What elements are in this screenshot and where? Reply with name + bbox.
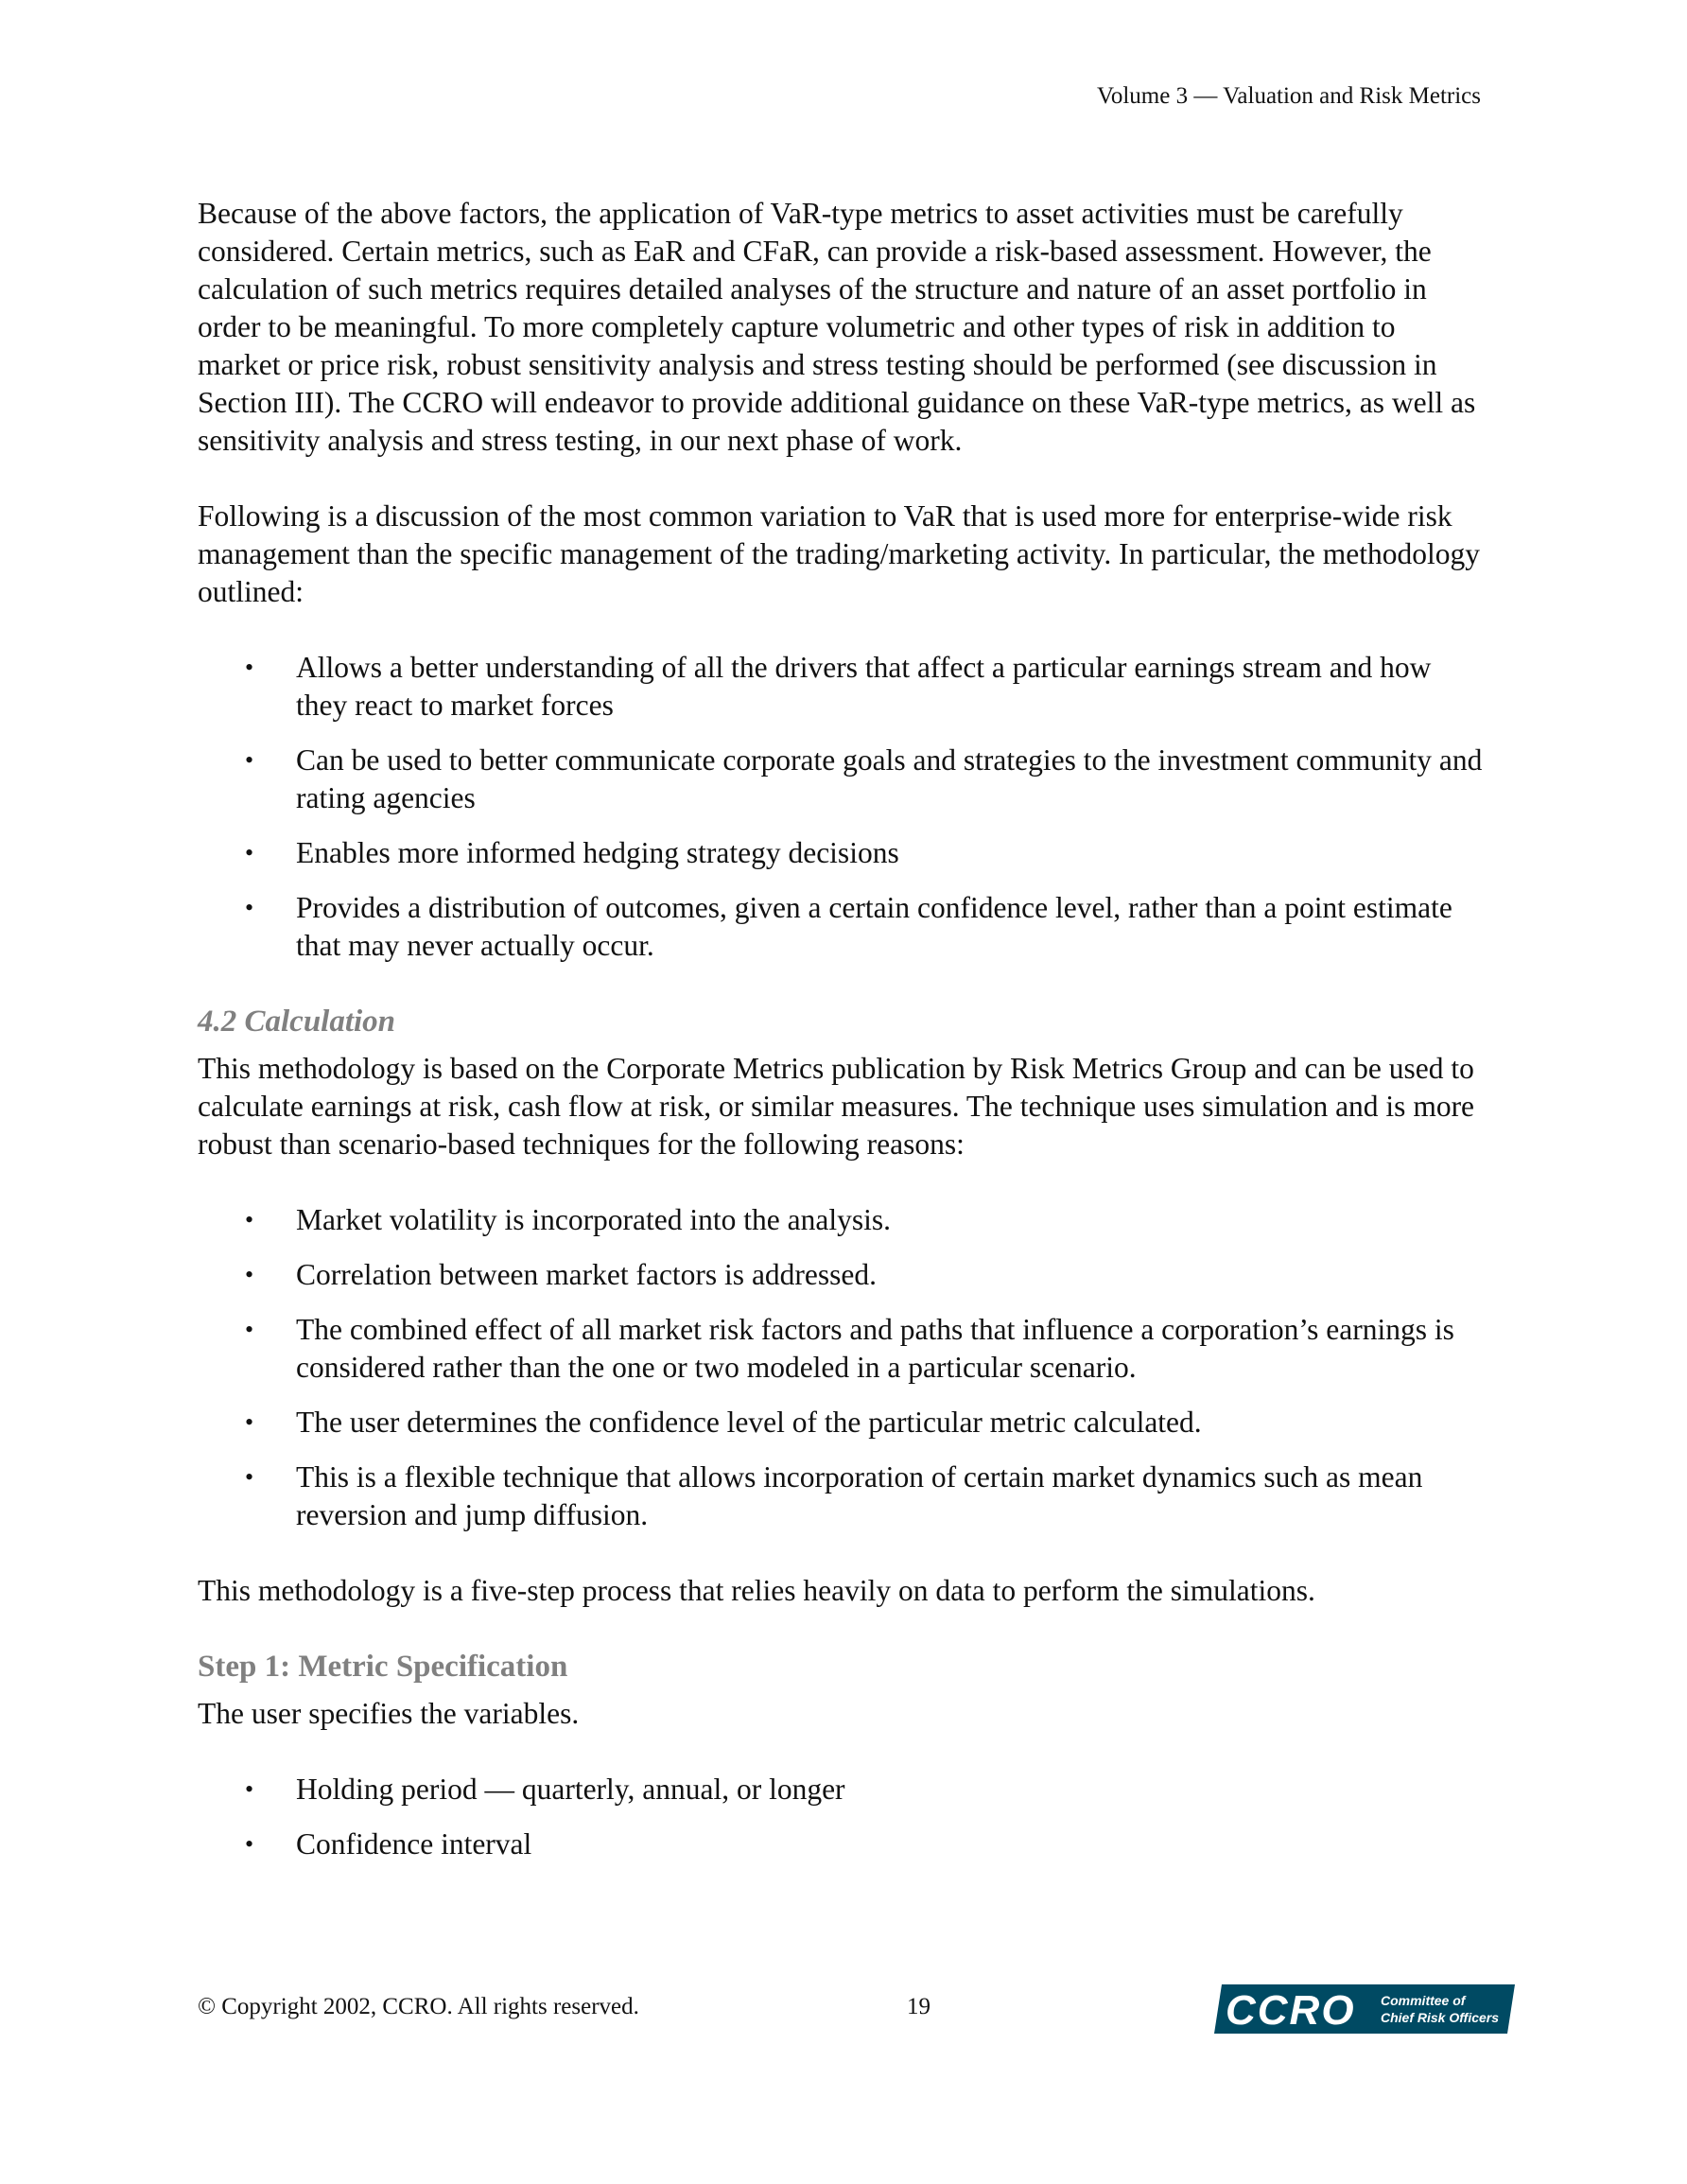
- bullet-icon: •: [245, 839, 254, 866]
- bullet-icon: •: [245, 1316, 254, 1343]
- bullet-icon: •: [245, 894, 254, 921]
- bullet-icon: •: [245, 654, 254, 681]
- paragraph-user-specifies: The user specifies the variables.: [198, 1697, 580, 1730]
- list-item: • Market volatility is incorporated into the analysis.: [198, 1201, 1484, 1239]
- bullet-list-benefits: [198, 649, 1484, 965]
- running-header: Volume 3 — Valuation and Risk Metrics: [1097, 83, 1481, 109]
- page-body: [198, 195, 1484, 1901]
- logo-wordmark: CCRO: [1226, 1987, 1356, 2034]
- list-item: • Allows a better understanding of all the drivers that affect a particular earnings stream and how they react to market forces: [245, 651, 1432, 722]
- list-item: • Correlation between market factors is addressed.: [198, 1256, 1484, 1294]
- list-item: • Holding period — quarterly, annual, or longer: [198, 1771, 1484, 1808]
- list-item: • Provides a distribution of outcomes, given a certain confidence level, rather than a point estimate that may never actually occur.: [245, 891, 1452, 962]
- list-item: • Can be used to better communicate corporate goals and strategies to the investment community and rating agencies: [245, 743, 1483, 814]
- list-item: • Confidence interval: [198, 1826, 1484, 1863]
- paragraph-methodology-basis: This methodology is based on the Corporate Metrics publication by Risk Metrics Group and can be used to calculate earnings at risk, cash flow at risk, or similar measures. The technique uses simulation and is more robust than scenario-based techniques for the following reasons:: [198, 1052, 1475, 1161]
- paragraph-following-discussion: Following is a discussion of the most common variation to VaR that is used more for enterprise-wide risk management than the specific management of the trading/marketing activity. In particular, the methodology outlined:: [198, 499, 1480, 608]
- bullet-icon: •: [245, 1261, 254, 1288]
- bullet-icon: •: [245, 1408, 254, 1436]
- bullet-icon: •: [245, 1775, 254, 1803]
- bullet-icon: •: [245, 1830, 254, 1858]
- bullet-list-variables: [198, 1771, 1484, 1863]
- section-heading-calculation: 4.2 Calculation: [198, 1005, 396, 1039]
- list-item: • This is a flexible technique that allows incorporation of certain market dynamics such as mean reversion and jump diffusion.: [245, 1460, 1423, 1531]
- step-heading-metric-specification: Step 1: Metric Specification: [198, 1650, 568, 1684]
- paragraph-five-step: This methodology is a five-step process that relies heavily on data to perform the simulations.: [198, 1574, 1315, 1607]
- bullet-icon: •: [245, 1463, 254, 1491]
- list-item: • Enables more informed hedging strategy decisions: [198, 834, 1484, 872]
- list-item: • The user determines the confidence level of the particular metric calculated.: [198, 1404, 1484, 1441]
- logo-line2: Chief Risk Officers: [1381, 2010, 1500, 2025]
- copyright-notice: © Copyright 2002, CCRO. All rights reserved.: [198, 1994, 639, 2019]
- logo-line1: Committee of: [1381, 1993, 1466, 2008]
- bullet-icon: •: [245, 746, 254, 774]
- ccro-logo-icon: [1214, 1984, 1517, 2034]
- bullet-icon: •: [245, 1206, 254, 1233]
- paragraph-var-metrics: Because of the above factors, the application of VaR-type metrics to asset activities must be carefully considered. Certain metrics, such as EaR and CFaR, can provide a risk-based assessment. However, the calculation of such metrics requires detailed analyses of the structure and nature of an asset portfolio in order to be meaningful. To more completely capture volumetric and other types of risk in addition to market or price risk, robust sensitivity analysis and stress testing should be performed (see discussion in Section III). The CCRO will endeavor to provide additional guidance on these VaR-type metrics, as well as sensitivity analysis and stress testing, in our next phase of work.: [198, 197, 1476, 457]
- page-number: 19: [907, 1994, 930, 2019]
- list-item: • The combined effect of all market risk factors and paths that influence a corporation’s earnings is considered rather than the one or two modeled in a particular scenario.: [245, 1313, 1454, 1384]
- page-footer: [198, 1984, 1522, 2041]
- bullet-list-reasons: [198, 1201, 1484, 1534]
